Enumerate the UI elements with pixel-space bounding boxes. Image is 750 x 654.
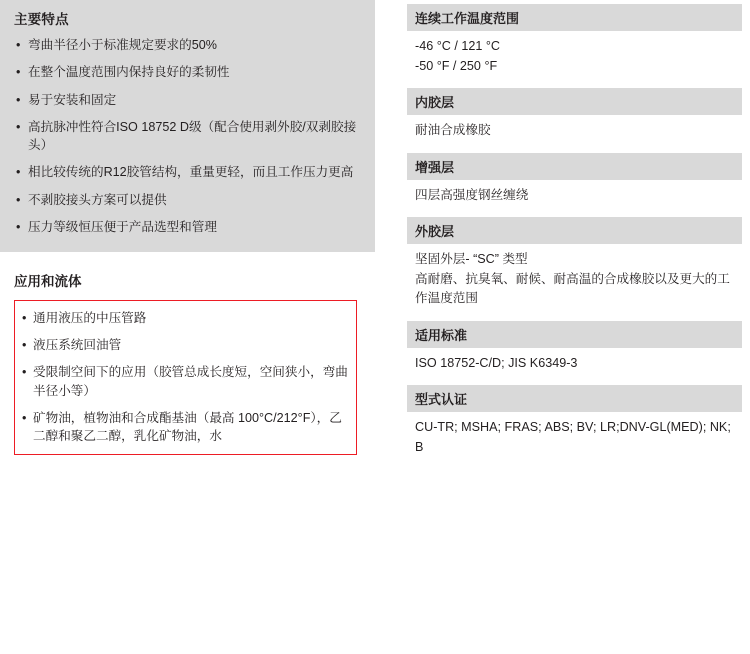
spec-body <box>407 244 742 319</box>
list-item: • 受限制空间下的应用（胶管总成长度短，空间狭小，弯曲半径小等） <box>21 363 348 401</box>
spec-standards <box>407 321 742 384</box>
applications-title: 应用和流体 <box>14 274 82 289</box>
spec-title: 外胶层 <box>407 217 742 244</box>
applications-list <box>21 309 348 446</box>
spec-title: 内胶层 <box>407 88 742 115</box>
right-column <box>375 0 750 469</box>
spec-line: -50 °F / 250 °F <box>415 58 498 73</box>
spec-temperature-range <box>407 4 742 86</box>
spec-title: 连续工作温度范围 <box>407 4 742 31</box>
features-list <box>14 36 361 236</box>
list-item: • 在整个温度范围内保持良好的柔韧性 <box>14 63 361 81</box>
left-column <box>0 0 375 469</box>
list-item: • 通用液压的中压管路 <box>21 309 348 328</box>
features-panel <box>0 0 375 252</box>
spec-body <box>407 412 742 467</box>
spec-line: 坚固外层- “SC” 类型 <box>415 252 528 267</box>
spec-cover <box>407 217 742 319</box>
list-item: • 压力等级恒压便于产品选型和管理 <box>14 218 361 236</box>
spec-line: 高耐磨、抗臭氧、耐候、耐高温的合成橡胶以及更大的工作温度范围 <box>415 271 730 306</box>
spec-line: 耐油合成橡胶 <box>415 123 491 138</box>
list-item: • 高抗脉冲性符合ISO 18752 D级（配合使用剥外胶/双剥胶接头） <box>14 118 361 155</box>
spec-line: ISO 18752-C/D; JIS K6349-3 <box>415 355 578 370</box>
spec-inner-tube <box>407 88 742 151</box>
spec-body <box>407 31 742 86</box>
list-item: • 弯曲半径小于标准规定要求的50% <box>14 36 361 54</box>
spec-line: CU-TR; MSHA; FRAS; ABS; BV; LR;DNV-GL(MED); NK; B <box>415 420 731 454</box>
spec-title: 适用标准 <box>407 321 742 348</box>
spec-reinforcement <box>407 153 742 216</box>
spec-body <box>407 115 742 151</box>
spec-title: 增强层 <box>407 153 742 180</box>
applications-highlight-box <box>14 300 357 455</box>
spec-body <box>407 180 742 216</box>
list-item: • 矿物油，植物油和合成酯基油（最高 100°C/212°F），乙二醇和聚乙二醇，乳化矿物油，水 <box>21 409 348 447</box>
features-title: 主要特点 <box>14 12 69 27</box>
list-item: • 不剥胶接头方案可以提供 <box>14 191 361 209</box>
applications-section <box>0 252 375 455</box>
spec-title: 型式认证 <box>407 385 742 412</box>
list-item: • 液压系统回油管 <box>21 336 348 355</box>
spec-line: -46 °C / 121 °C <box>415 39 500 53</box>
list-item: • 相比较传统的R12胶管结构，重量更轻，而且工作压力更高 <box>14 163 361 181</box>
spec-line: 四层高强度钢丝缠绕 <box>415 187 529 202</box>
spec-approvals <box>407 385 742 467</box>
list-item: • 易于安装和固定 <box>14 91 361 109</box>
spec-body <box>407 348 742 384</box>
